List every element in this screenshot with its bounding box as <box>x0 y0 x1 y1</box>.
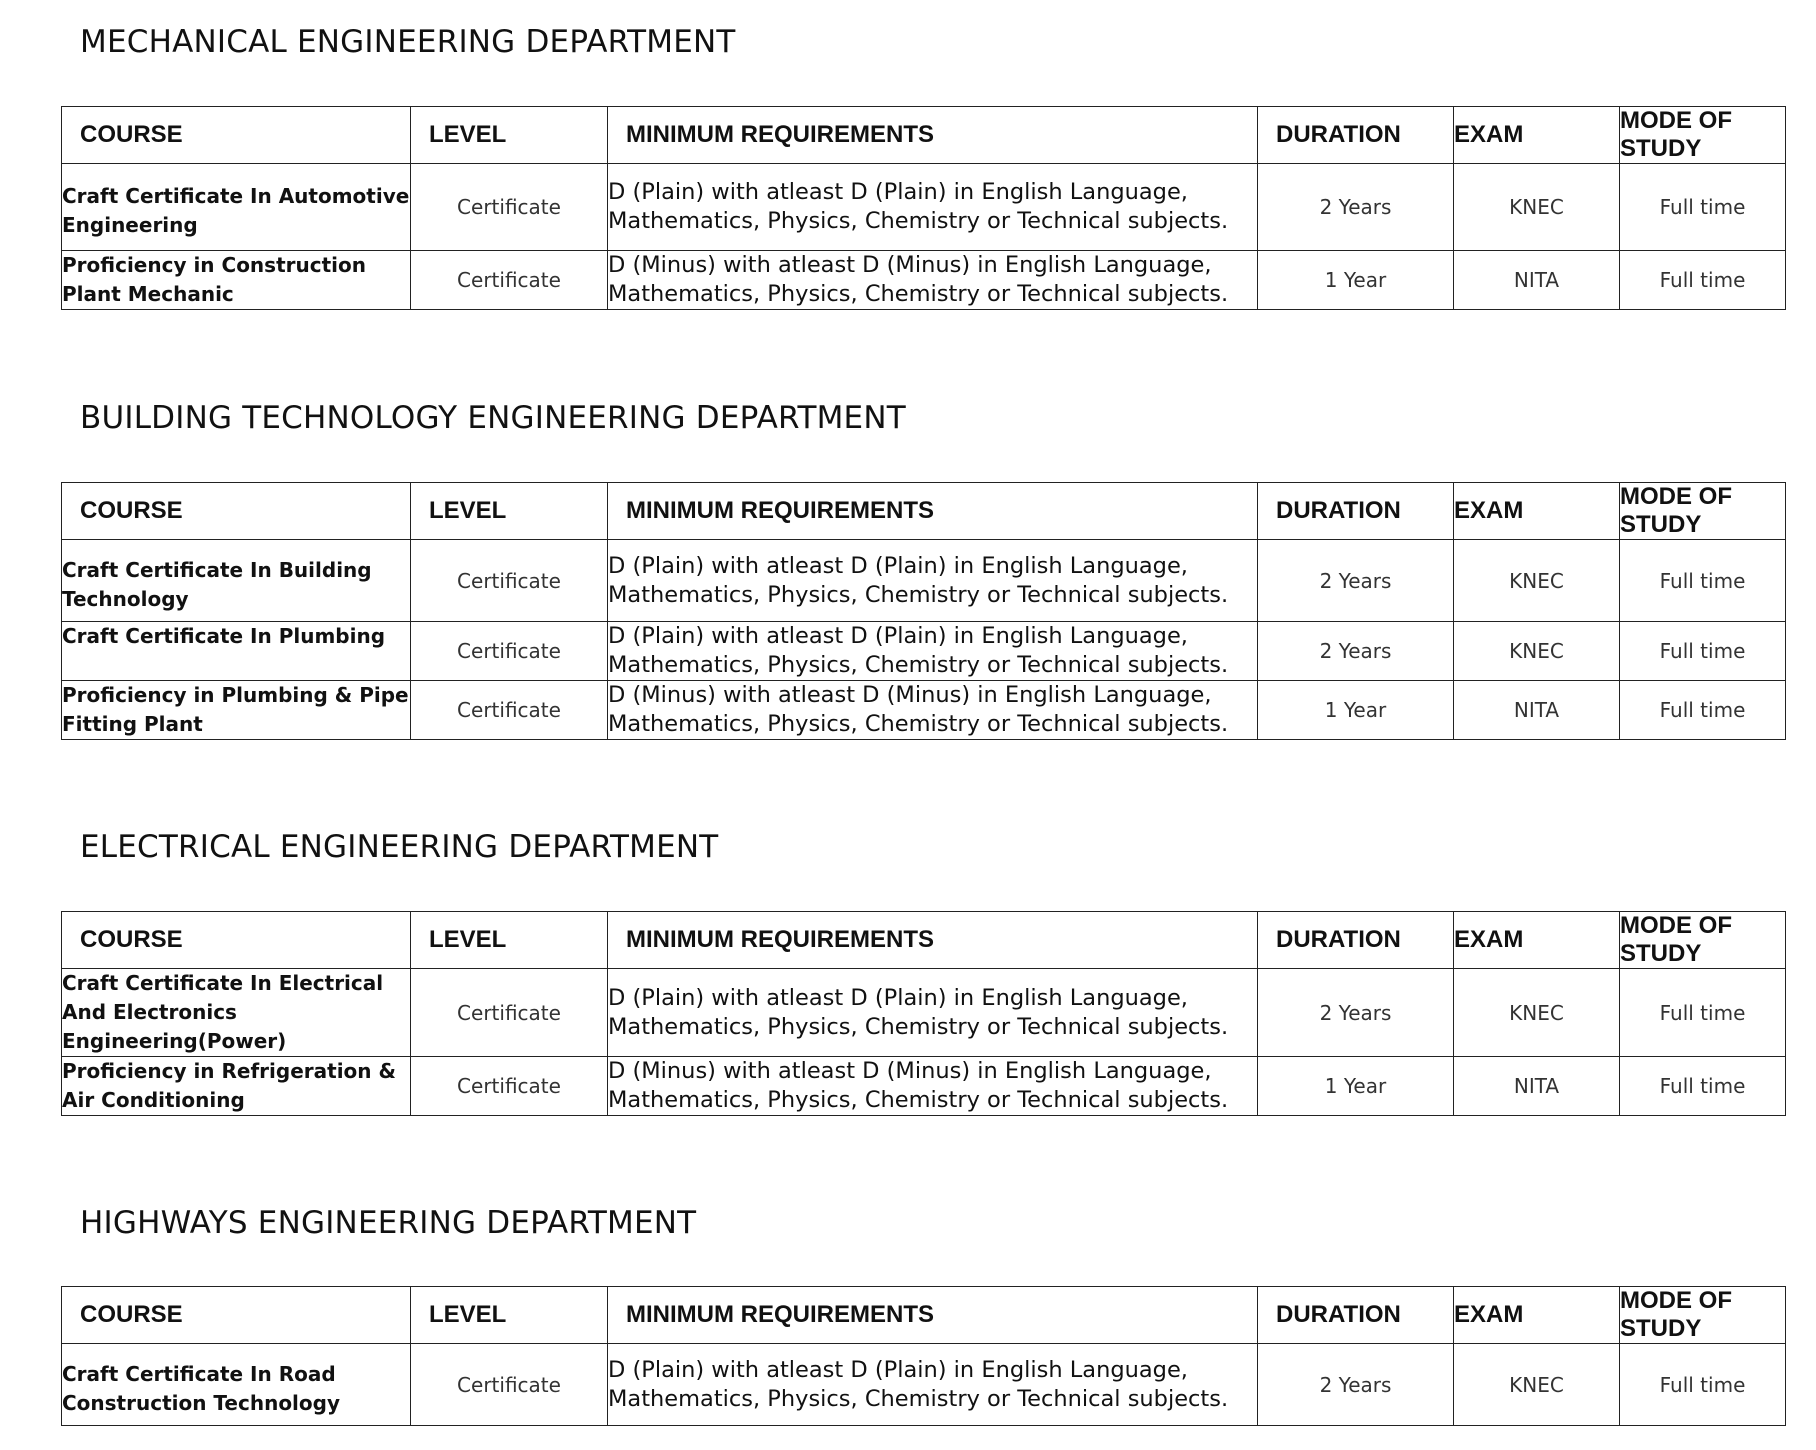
mode-cell: Full time <box>1620 251 1786 310</box>
level-cell: Certificate <box>411 681 608 740</box>
level-cell: Certificate <box>411 164 608 251</box>
exam-cell: KNEC <box>1454 1344 1620 1426</box>
mode-cell: Full time <box>1620 969 1786 1057</box>
requirements-cell <box>608 969 1258 1057</box>
requirements-cell <box>608 164 1258 251</box>
header-course: COURSE <box>62 483 411 540</box>
exam-cell: KNEC <box>1454 622 1620 681</box>
department-title: MECHANICAL ENGINEERING DEPARTMENT <box>80 24 736 60</box>
course-cell <box>62 1057 411 1116</box>
exam-cell: KNEC <box>1454 540 1620 622</box>
header-requirements: MINIMUM REQUIREMENTS <box>608 483 1258 540</box>
header-mode-line1: MODE OF <box>1620 912 1732 939</box>
course-name-line: Craft Certificate In Plumbing <box>62 624 386 648</box>
course-name-line: Engineering(Power) <box>62 1029 287 1053</box>
requirement-line: Mathematics, Physics, Chemistry or Technical subjects. <box>608 711 1229 737</box>
requirements-cell <box>608 681 1258 740</box>
requirement-line: Mathematics, Physics, Chemistry or Technical subjects. <box>608 581 1229 608</box>
header-mode-line2: STUDY <box>1620 135 1702 162</box>
duration-cell: 1 Year <box>1258 251 1454 310</box>
level-cell: Certificate <box>411 251 608 310</box>
mode-cell: Full time <box>1620 681 1786 740</box>
course-name-line: Plant Mechanic <box>62 282 234 306</box>
course-cell <box>62 540 411 622</box>
exam-cell: NITA <box>1454 1057 1620 1116</box>
mode-cell: Full time <box>1620 622 1786 681</box>
requirement-line: Mathematics, Physics, Chemistry or Technical subjects. <box>608 652 1229 678</box>
requirement-line: D (Plain) with atleast D (Plain) in English Language, <box>608 1356 1188 1383</box>
header-mode-line1: MODE OF <box>1620 483 1732 510</box>
header-requirements: MINIMUM REQUIREMENTS <box>608 912 1258 969</box>
requirement-line: D (Minus) with atleast D (Minus) in English Language, <box>608 252 1212 278</box>
header-level: LEVEL <box>411 1287 608 1344</box>
header-mode-line1: MODE OF <box>1620 107 1732 134</box>
header-requirements: MINIMUM REQUIREMENTS <box>608 1287 1258 1344</box>
table-header-row <box>62 1287 1786 1344</box>
duration-cell: 2 Years <box>1258 622 1454 681</box>
table-header-row <box>62 912 1786 969</box>
course-name-line: Proficiency in Refrigeration & <box>62 1059 396 1083</box>
level-cell: Certificate <box>411 622 608 681</box>
course-name-line: Proficiency in Construction <box>62 253 366 277</box>
header-duration: DURATION <box>1258 483 1454 540</box>
course-cell <box>62 164 411 251</box>
level-cell: Certificate <box>411 969 608 1057</box>
courses-table <box>61 482 1786 740</box>
course-name-line: Craft Certificate In Building <box>62 557 372 582</box>
department-title: BUILDING TECHNOLOGY ENGINEERING DEPARTMENT <box>80 400 906 436</box>
header-duration: DURATION <box>1258 1287 1454 1344</box>
course-cell <box>62 622 411 681</box>
table-row <box>62 1344 1786 1426</box>
course-name-line: Craft Certificate In Road <box>62 1361 336 1386</box>
level-cell: Certificate <box>411 1057 608 1116</box>
exam-cell: NITA <box>1454 251 1620 310</box>
requirement-line: Mathematics, Physics, Chemistry or Technical subjects. <box>608 1087 1229 1113</box>
header-mode-of-study <box>1620 107 1786 164</box>
courses-table <box>61 1286 1786 1426</box>
requirement-line: D (Plain) with atleast D (Plain) in English Language, <box>608 552 1188 579</box>
requirement-line: D (Minus) with atleast D (Minus) in English Language, <box>608 1058 1212 1084</box>
requirement-line: D (Plain) with atleast D (Plain) in English Language, <box>608 179 1188 205</box>
table-row <box>62 1057 1786 1116</box>
header-course: COURSE <box>62 1287 411 1344</box>
header-level: LEVEL <box>411 912 608 969</box>
course-name-line: Fitting Plant <box>62 712 203 736</box>
courses-table <box>61 106 1786 310</box>
header-course: COURSE <box>62 107 411 164</box>
requirement-line: D (Minus) with atleast D (Minus) in English Language, <box>608 682 1212 708</box>
mode-cell: Full time <box>1620 540 1786 622</box>
duration-cell: 2 Years <box>1258 164 1454 251</box>
header-exam: EXAM <box>1454 912 1620 969</box>
header-mode-line1: MODE OF <box>1620 1287 1732 1314</box>
requirement-line: Mathematics, Physics, Chemistry or Technical subjects. <box>608 281 1229 307</box>
header-duration: DURATION <box>1258 107 1454 164</box>
level-cell: Certificate <box>411 540 608 622</box>
course-name-line: Technology <box>62 586 189 611</box>
exam-cell: KNEC <box>1454 969 1620 1057</box>
header-exam: EXAM <box>1454 107 1620 164</box>
requirements-cell <box>608 540 1258 622</box>
course-cell <box>62 681 411 740</box>
requirement-line: D (Plain) with atleast D (Plain) in English Language, <box>608 984 1188 1011</box>
table-row <box>62 622 1786 681</box>
exam-cell: NITA <box>1454 681 1620 740</box>
requirement-line: D (Plain) with atleast D (Plain) in English Language, <box>608 623 1188 649</box>
course-name-line: Craft Certificate In Electrical <box>62 971 384 995</box>
course-name-line: Craft Certificate In Automotive <box>62 184 410 208</box>
duration-cell: 1 Year <box>1258 681 1454 740</box>
requirements-cell <box>608 622 1258 681</box>
header-mode-line2: STUDY <box>1620 511 1702 538</box>
table-header-row <box>62 483 1786 540</box>
mode-cell: Full time <box>1620 1057 1786 1116</box>
exam-cell: KNEC <box>1454 164 1620 251</box>
mode-cell: Full time <box>1620 164 1786 251</box>
table-row <box>62 251 1786 310</box>
requirements-cell <box>608 1344 1258 1426</box>
requirement-line: Mathematics, Physics, Chemistry or Technical subjects. <box>608 1385 1229 1412</box>
course-name-line: Air Conditioning <box>62 1088 245 1112</box>
requirements-cell <box>608 251 1258 310</box>
duration-cell: 2 Years <box>1258 1344 1454 1426</box>
course-cell <box>62 969 411 1057</box>
course-name-line: Construction Technology <box>62 1390 341 1415</box>
table-row <box>62 969 1786 1057</box>
header-level: LEVEL <box>411 483 608 540</box>
header-mode-of-study <box>1620 912 1786 969</box>
header-level: LEVEL <box>411 107 608 164</box>
header-exam: EXAM <box>1454 483 1620 540</box>
header-duration: DURATION <box>1258 912 1454 969</box>
header-mode-of-study <box>1620 483 1786 540</box>
requirement-line: Mathematics, Physics, Chemistry or Technical subjects. <box>608 208 1229 234</box>
table-row <box>62 681 1786 740</box>
course-name-line: And Electronics <box>62 1000 237 1024</box>
header-requirements: MINIMUM REQUIREMENTS <box>608 107 1258 164</box>
course-cell <box>62 251 411 310</box>
duration-cell: 1 Year <box>1258 1057 1454 1116</box>
header-mode-of-study <box>1620 1287 1786 1344</box>
department-title: HIGHWAYS ENGINEERING DEPARTMENT <box>80 1205 697 1241</box>
level-cell: Certificate <box>411 1344 608 1426</box>
duration-cell: 2 Years <box>1258 540 1454 622</box>
course-name-line: Engineering <box>62 213 198 237</box>
header-course: COURSE <box>62 912 411 969</box>
table-header-row <box>62 107 1786 164</box>
mode-cell: Full time <box>1620 1344 1786 1426</box>
requirement-line: Mathematics, Physics, Chemistry or Technical subjects. <box>608 1013 1229 1040</box>
header-mode-line2: STUDY <box>1620 940 1702 967</box>
requirements-cell <box>608 1057 1258 1116</box>
course-cell <box>62 1344 411 1426</box>
table-row <box>62 540 1786 622</box>
duration-cell: 2 Years <box>1258 969 1454 1057</box>
department-title: ELECTRICAL ENGINEERING DEPARTMENT <box>80 829 719 865</box>
header-mode-line2: STUDY <box>1620 1315 1702 1342</box>
table-row <box>62 164 1786 251</box>
courses-table <box>61 911 1786 1116</box>
header-exam: EXAM <box>1454 1287 1620 1344</box>
course-name-line: Proficiency in Plumbing & Pipe <box>62 683 409 707</box>
